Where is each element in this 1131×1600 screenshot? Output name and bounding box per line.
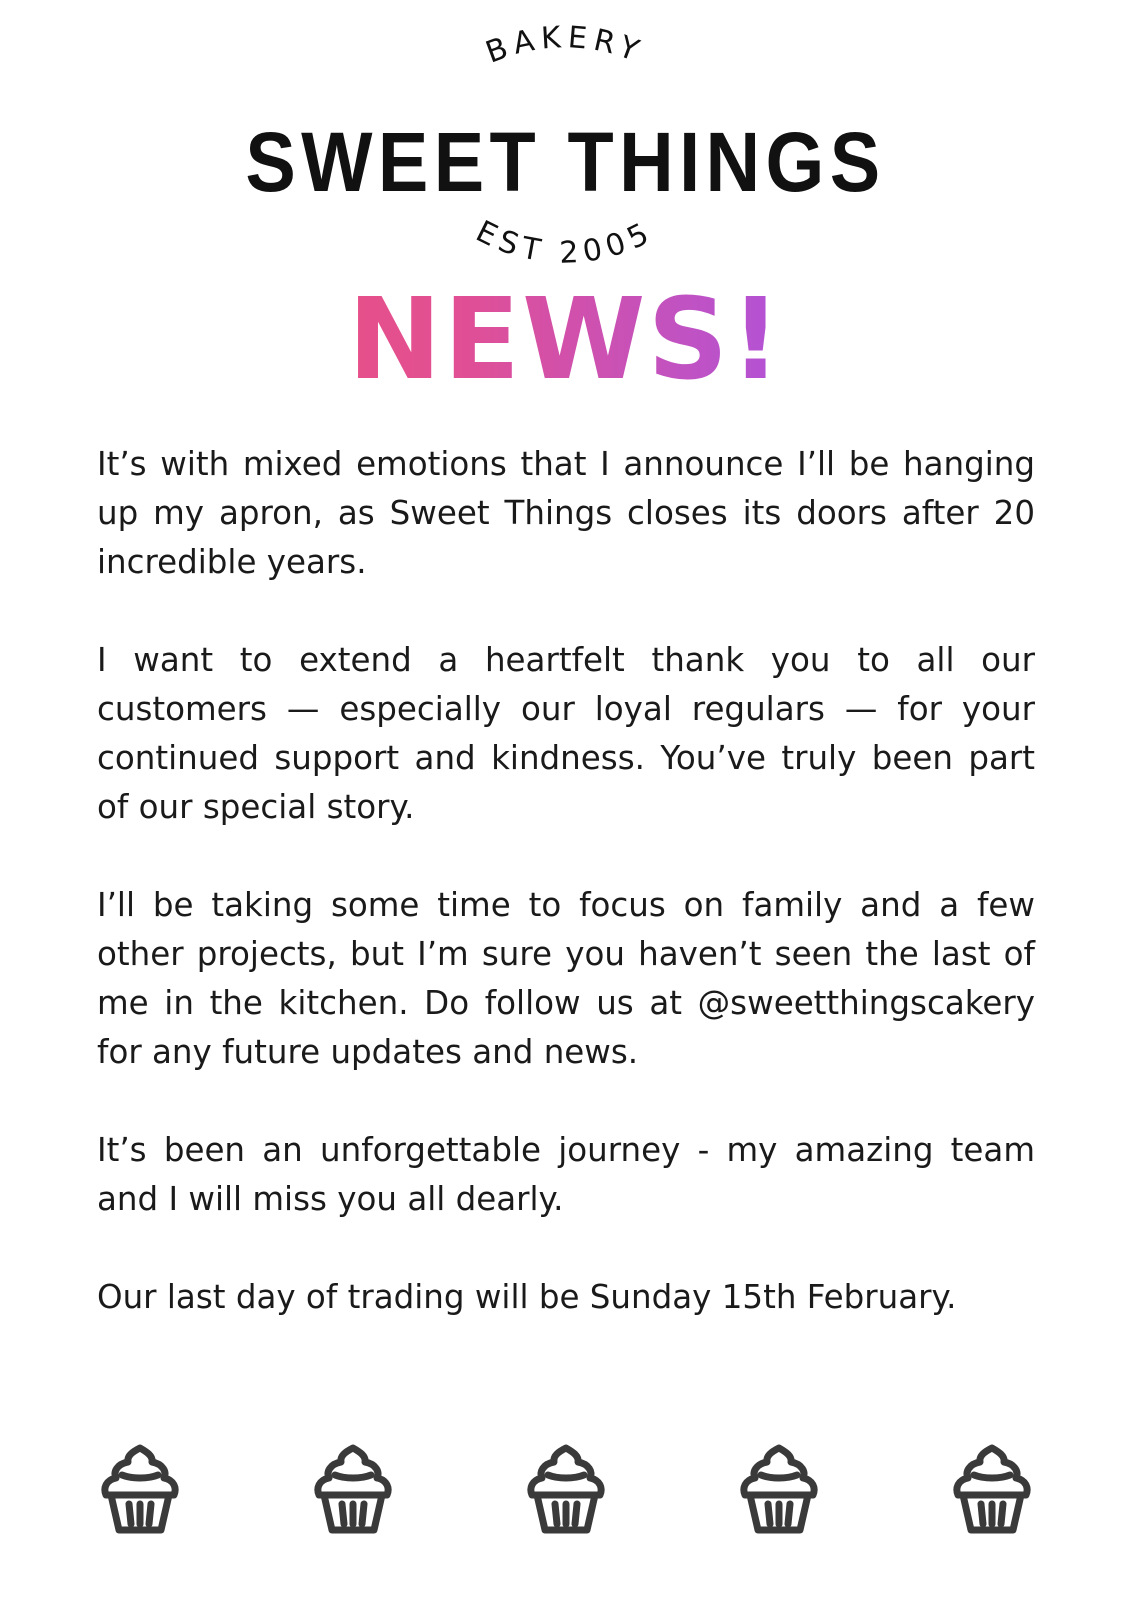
announcement-body xyxy=(97,440,1035,1322)
logo-bottom-arc-text: EST 2005 xyxy=(470,214,660,271)
paragraph-farewell: It’s been an unforgettable journey - my amazing team and I will miss you all dearly. xyxy=(97,1131,1035,1218)
news-headline: NEWS! xyxy=(0,280,1131,400)
logo-brand-name: SWEET THINGS xyxy=(245,115,886,209)
cupcake-icon xyxy=(310,1442,396,1538)
cupcake-icon xyxy=(97,1442,183,1538)
paragraph-last-day: Our last day of trading will be Sunday 15th February. xyxy=(97,1278,957,1316)
paragraph-thank-you: I want to extend a heartfelt thank you to all our customers — especially our loyal regulars — for your continued support and kindness. You’ve truly been part of our special story. xyxy=(97,641,1035,826)
paragraph-closing-announcement: It’s with mixed emotions that I announce I’ll be hanging up my apron, as Sweet Things closes its doors after 20 incredible years. xyxy=(97,445,1035,581)
cupcake-icon xyxy=(736,1442,822,1538)
cupcake-icon xyxy=(523,1442,609,1538)
cupcake-row xyxy=(97,1440,1035,1540)
cupcake-icon xyxy=(949,1442,1035,1538)
logo-top-arc-text: BAKERY xyxy=(481,20,649,71)
paragraph-future-plans: I’ll be taking some time to focus on family and a few other projects, but I’m sure you haven’t seen the last of me in the kitchen. Do follow us at @sweetthingscakery for any future updates and news. xyxy=(97,886,1035,1071)
